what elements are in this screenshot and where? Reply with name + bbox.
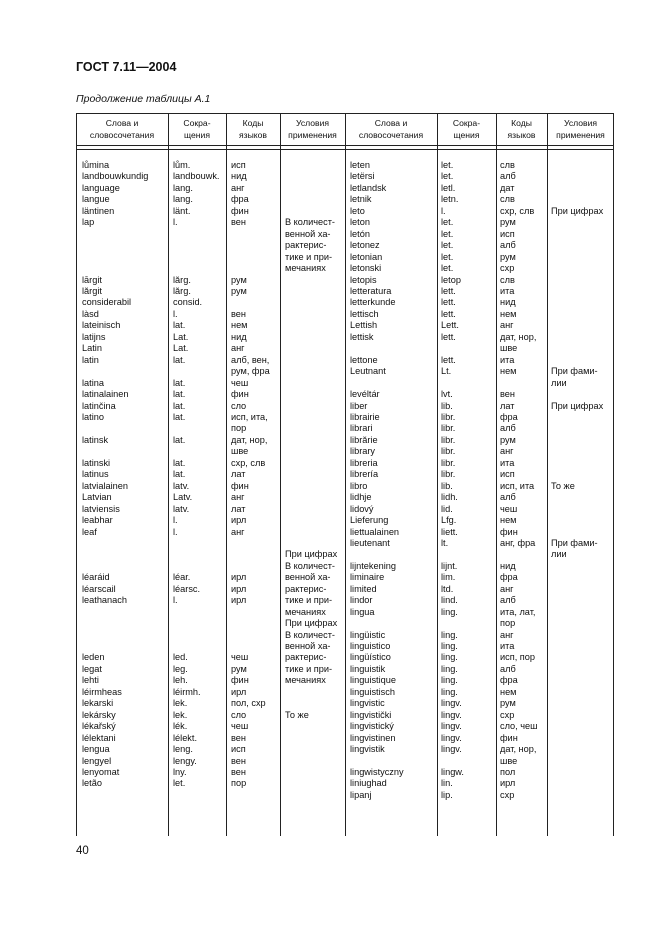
column-divider	[168, 113, 169, 836]
column-codes-right: слв алб дат слв схр, слв рум исп алб рум схр слв ита нид нем анг дат, нор, шве ита нем вен лат фра алб рум анг ита исп исп, ита алб чеш нем фин анг, фра нид фра анг алб ита, лат, пор анг ита исп, пор алб фра нем рум схр сло, чеш фин дат, нор, шве пол ирл схр	[500, 160, 538, 800]
column-abbrev-right: let. let. letl. letn. l. let. let. let. let. let. letop lett. lett. lett. Lett. lett. lett. Lt. lvt. lib. libr. libr. libr. libr. libr. libr. lib. lidh. lid. Lfg. liett. lt. lijnt. lim. ltd. lind. ling. ling. ling. ling. ling. ling. ling. lingv. lingv. lingv. lingv. lingv. lingw. lin. lip.	[441, 160, 464, 800]
header-words: Слова и словосочетания	[358, 118, 424, 140]
header-words: Слова и словосочетания	[89, 118, 155, 140]
column-conditions-left: В количест- венной ха- рактерис- тике и при- мечаниях При цифрах В количест- венной ха- рактерис- тике и при- мечаниях При цифрах В количест- венной ха- рактерис- тике и при- мечаниях То же	[285, 217, 338, 720]
column-divider	[437, 113, 438, 836]
column-divider	[547, 113, 548, 836]
abbreviation-table	[76, 113, 614, 836]
column-divider-center	[345, 113, 346, 836]
page-number: 40	[76, 845, 89, 857]
header-abbrev: Сокра- щения	[183, 118, 211, 140]
column-codes-left: исп нид анг фра фин вен рум рум вен нем нид анг алб, вен, рум, фра чеш фин сло исп, ита, пор дат, нор, шве схр, слв лат фин анг лат ирл анг ирл ирл ирл чеш рум фин ирл пол, схр сло чеш вен исп вен вен пор	[231, 160, 270, 789]
column-divider	[226, 113, 227, 836]
header-conditions: Условия применения	[556, 118, 605, 140]
column-words-right: leten letërsi letlandsk letnik leto leton letón letonez letonian letonski letopis letteratura letterkunde lettisch Lettish lettisk lettone Leutnant levéltár liber librairie librari librărie library libreria librería libro lidhje lidový Lieferung liettualainen lieutenant lijntekening liminaire limited lindor lingua lingüistic linguistico lingüístico linguistik linguistique linguistisch lingvistic lingvistički lingvistický lingvistinen lingvistik lingwistyczny liniughad lipanj	[350, 160, 404, 800]
document-title: ГОСТ 7.11—2004	[76, 60, 177, 74]
header-lang-codes: Коды языков	[507, 118, 536, 140]
column-abbrev-left: lům. landbouwk. lang. lang. länt. l. lărg. lărg. consid. l. lat. Lat. Lat. lat. lat. lat. lat. lat. lat. lat. lat. latv. Latv. latv. l. l. léar. léarsc. l. led. leg. leh. léirmh. lek. lek. lék. lélekt. leng. lengy. lny. let.	[173, 160, 220, 789]
header-conditions: Условия применения	[288, 118, 337, 140]
table-caption: Продолжение таблицы А.1	[76, 93, 211, 105]
header-abbrev: Сокра- щения	[452, 118, 481, 140]
column-divider	[496, 113, 497, 836]
column-words-left: lůmina landbouwkundig language langue läntinen lap lārgit lărgit considerabil làsd lateinisch latijns Latin latin latina latinalainen latinčina latino latinsk latinski latinus latvialainen Latvian latviensis leabhar leaf léaráid léarscail leathanach leden legat lehti léirmheas lekarski lekársky lékařský lélektani lengua lengyel lenyomat letão	[82, 160, 149, 789]
column-conditions-right: При цифрах При фами- лии При цифрах То же При фами- лии	[551, 205, 604, 560]
header-lang-codes: Коды языков	[239, 118, 267, 140]
column-divider	[280, 113, 281, 836]
